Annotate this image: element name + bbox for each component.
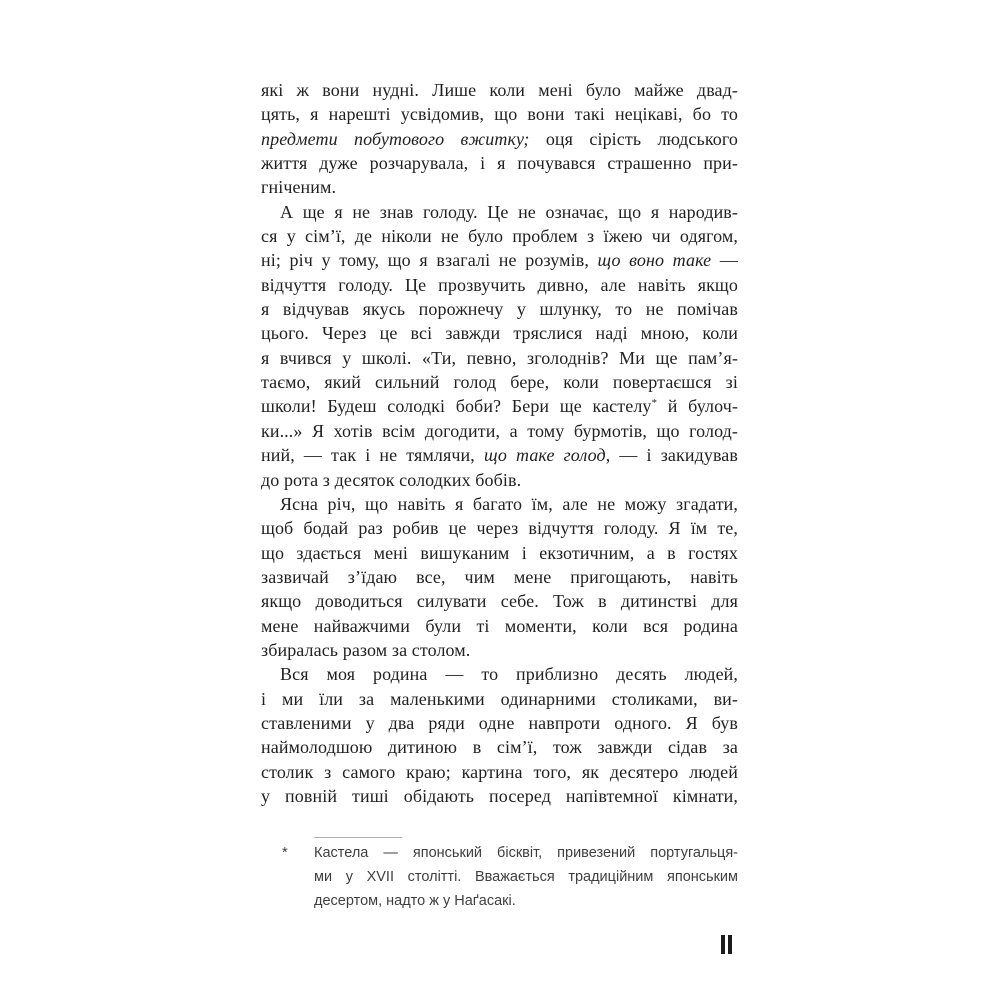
- text-run: ки...» Я хотів всім догодити, а тому бурмотів, що голод-: [261, 420, 738, 441]
- text-run: мене найважчими були ті моменти, коли вся родина: [261, 615, 738, 636]
- text-run: життя дуже розчарувала, і я почувався страшенно при-: [261, 153, 738, 174]
- paragraph: [261, 200, 738, 492]
- text-line: [261, 760, 738, 784]
- text-line: [314, 865, 738, 889]
- text-line: [261, 175, 738, 199]
- footnote-ref-asterisk: *: [651, 397, 658, 410]
- text-run: А ще я не знав голоду. Це не означає, що я народив-: [280, 201, 738, 222]
- paragraph: [261, 662, 738, 808]
- text-line: [261, 151, 738, 175]
- text-run: щоб бодай раз робив це через відчуття голоду. Я їм те,: [261, 518, 738, 539]
- text-line: [261, 419, 738, 443]
- text-run: ми у XVII столітті. Вважається традиційним японським: [314, 869, 738, 885]
- text-line: [261, 321, 738, 345]
- text-run: які ж вони нудні. Лише коли мені було майже двад-: [261, 80, 738, 100]
- page-number-bar: [721, 935, 725, 954]
- text-run: збиралась разом за столом.: [261, 639, 471, 660]
- text-run: зазвичай з’їдаю все, чим мене пригощають, навіть: [261, 566, 738, 587]
- text-line: [261, 492, 738, 516]
- text-line: [261, 297, 738, 321]
- text-run: таємо, який сильний голод бере, коли повертаєшся зі: [261, 372, 738, 393]
- text-line: [261, 78, 738, 102]
- text-line: [261, 394, 738, 418]
- text-run: відчуття голоду. Це прозвучить дивно, але навіть якщо: [261, 274, 738, 295]
- text-run: Ясна річ, що навіть я багато їм, але не можу згадати,: [280, 493, 738, 514]
- text-line: [261, 127, 738, 151]
- text-run: , — і закидував: [605, 445, 738, 466]
- paragraph: [261, 492, 738, 662]
- text-run: ся у сім’ї, де ніколи не було проблем з їжею чи одягом,: [261, 226, 738, 247]
- text-run: столик з самого краю; картина того, як десятеро людей: [261, 761, 738, 782]
- text-run: ставленими у два ряди одне навпроти одного. Я був: [261, 712, 738, 733]
- text-line: [261, 541, 738, 565]
- main-text-block: [261, 78, 738, 808]
- footnote-rule: [314, 837, 402, 838]
- text-line: [261, 614, 738, 638]
- text-line: [261, 102, 738, 126]
- text-run: ний, — так і не тямлячи,: [261, 445, 484, 466]
- italic-phrase: що таке голод: [483, 445, 606, 466]
- text-line: [261, 687, 738, 711]
- text-line: [261, 589, 738, 613]
- footnote-text: [314, 841, 738, 913]
- text-run: десертом, надто ж у Наґасакі.: [314, 893, 516, 909]
- text-line: [261, 784, 738, 808]
- text-line: [261, 516, 738, 540]
- footnote: [261, 837, 738, 913]
- text-line: [261, 638, 738, 662]
- page-number-bar: [728, 935, 732, 954]
- text-run: —: [711, 250, 738, 271]
- text-line: [261, 248, 738, 272]
- text-line: [261, 273, 738, 297]
- page-number: [721, 935, 732, 954]
- text-run: цього. Через це всі завжди тряслися наді мною, коли: [261, 323, 738, 344]
- paragraph: [261, 78, 738, 200]
- text-line: [261, 711, 738, 735]
- text-run: Кастела — японський бісквіт, привезений португальця-: [314, 845, 738, 861]
- text-run: я відчував якусь порожнечу у шлунку, то не помічав: [261, 299, 738, 320]
- text-run: я вчився у школі. «Ти, певно, зголоднів? Ми ще пам’я-: [261, 347, 738, 368]
- text-run: ні; річ у тому, що я взагалі не розумів,: [261, 250, 598, 271]
- italic-phrase: предмети побутового вжитку;: [261, 128, 530, 149]
- text-run: Вся моя родина — то приблизно десять людей,: [280, 664, 738, 685]
- text-line: [314, 841, 738, 865]
- italic-phrase: що воно таке: [597, 250, 712, 271]
- text-line: [261, 735, 738, 759]
- text-line: [261, 565, 738, 589]
- text-line: [261, 200, 738, 224]
- text-run: цять, я нарешті усвідомив, що вони такі нецікаві, бо то: [261, 104, 738, 125]
- text-run: й булоч-: [657, 396, 738, 417]
- text-line: [261, 443, 738, 467]
- text-run: якщо доводиться силувати себе. Тож в дитинстві для: [261, 591, 738, 612]
- footnote-body: [261, 841, 738, 913]
- text-run: школи! Будеш солодкі боби? Бери ще кастелу: [261, 396, 652, 417]
- text-run: до рота з десяток солодких бобів.: [261, 469, 522, 490]
- text-run: і ми їли за маленькими одинарними столиками, ви-: [261, 688, 738, 709]
- text-line: [261, 468, 738, 492]
- text-line: [261, 370, 738, 394]
- text-line: [261, 662, 738, 686]
- footnote-marker: *: [282, 845, 288, 861]
- text-run: у повній тиші обідають посеред напівтемної кімнати,: [261, 785, 738, 806]
- text-line: [261, 224, 738, 248]
- text-run: оця сірість людського: [529, 128, 738, 149]
- text-run: гніченим.: [261, 177, 337, 198]
- text-run: що здається мені вишуканим і екзотичним, а в гостях: [261, 542, 738, 563]
- text-line: [261, 346, 738, 370]
- text-line: [314, 889, 738, 913]
- text-run: наймолодшою дитиною в сім’ї, тож завжди сідав за: [261, 737, 738, 758]
